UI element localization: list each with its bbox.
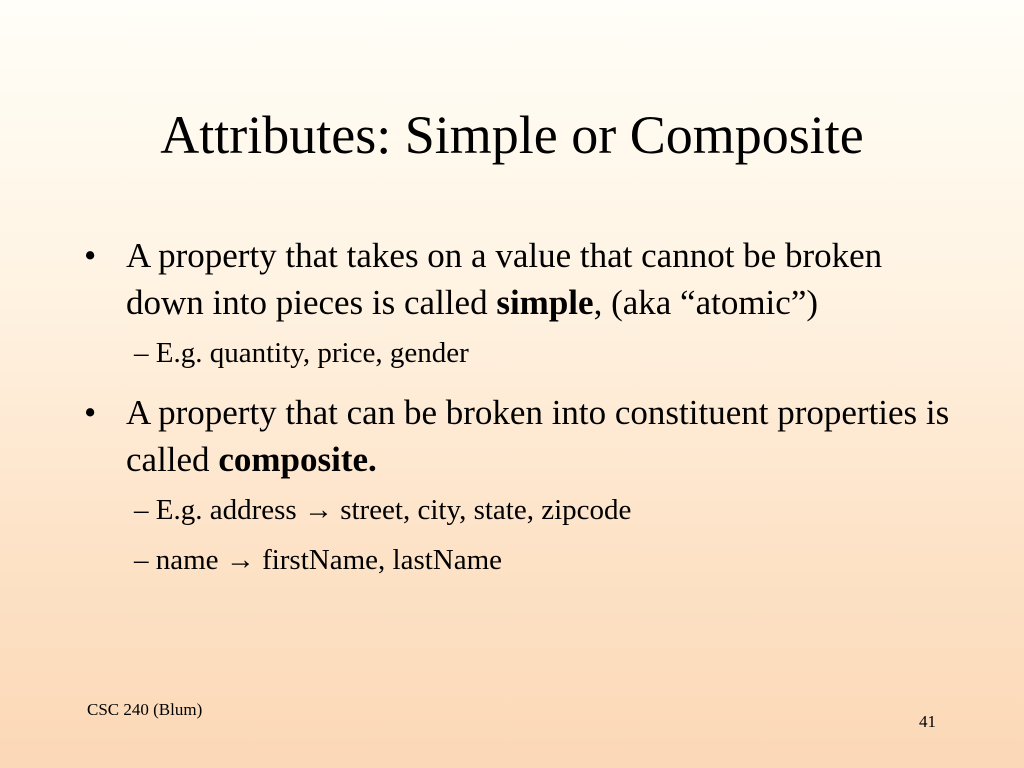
sub-bullet-name-prefix: – name (134, 544, 226, 576)
footer-course-label: CSC 240 (Blum) (87, 700, 203, 719)
slide-number: 41 (919, 712, 936, 731)
slide-title: Attributes: Simple or Composite (160, 105, 864, 165)
sub-bullet-name-example (84, 538, 964, 582)
sub-bullet-name-suffix: firstName, lastName (254, 544, 503, 576)
bullet-marker: • (84, 236, 97, 275)
bullet-simple-text: A property that takes on a value that cannot be broken down into pieces is called (126, 236, 883, 322)
bullet-marker: • (84, 393, 97, 432)
term-simple: simple (496, 283, 594, 322)
bullet-composite (84, 389, 964, 483)
right-arrow-icon: → (225, 544, 255, 576)
sub-bullet-address-prefix: – E.g. address (134, 494, 304, 526)
sub-bullet-address-suffix: street, city, state, zipcode (332, 494, 632, 526)
sub-bullet-address-example (84, 488, 964, 532)
right-arrow-icon: → (303, 494, 333, 526)
sub-bullet-simple-example: – E.g. quantity, price, gender (134, 337, 469, 369)
bullet-simple (84, 232, 964, 326)
bullet-composite-text: A property that can be broken into constituent properties is called (126, 393, 950, 479)
term-composite: composite. (218, 440, 377, 479)
bullet-simple-suffix: , (aka “atomic”) (593, 283, 819, 322)
bullet-list (84, 232, 964, 586)
